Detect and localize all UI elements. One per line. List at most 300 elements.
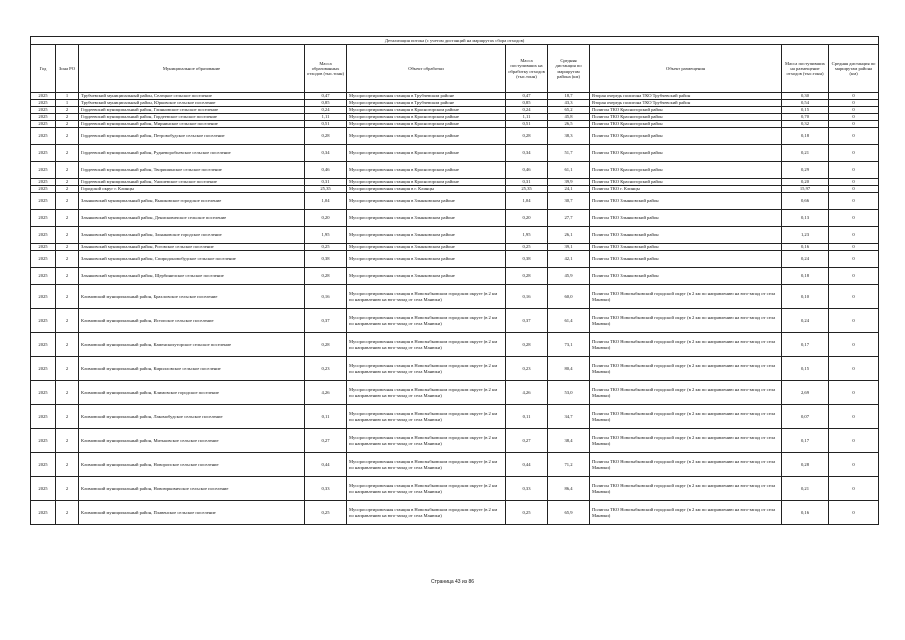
header-municipality: Муниципальное образование bbox=[79, 45, 305, 93]
cell-mass-processing: 1,04 bbox=[506, 193, 548, 210]
cell-mass-placement: 0,21 bbox=[782, 145, 829, 162]
cell-placement-object: Полигон ТКО Злынковский район bbox=[590, 210, 782, 227]
header-year: Год bbox=[31, 45, 56, 93]
cell-mass-generated: 0,28 bbox=[305, 333, 347, 357]
cell-avg-distance-processing: 42,1 bbox=[548, 251, 590, 268]
cell-mass-generated: 0,51 bbox=[305, 121, 347, 128]
cell-municipality: Климовский муниципальный район, Климовское городское поселение bbox=[79, 381, 305, 405]
cell-mass-processing: 0,28 bbox=[506, 333, 548, 357]
table-row bbox=[31, 162, 879, 179]
cell-mass-generated: 0,37 bbox=[305, 309, 347, 333]
cell-year: 2025 bbox=[31, 107, 56, 114]
cell-mass-placement: 15,97 bbox=[782, 186, 829, 193]
cell-processing-object: Мусоросортировочная станция в Трубчевском районе bbox=[347, 93, 506, 100]
cell-municipality: Климовский муниципальный район, Кирилловское сельское поселение bbox=[79, 357, 305, 381]
cell-mass-placement: 0,18 bbox=[782, 268, 829, 285]
cell-zone: 2 bbox=[56, 429, 79, 453]
table-row bbox=[31, 251, 879, 268]
cell-avg-distance-processing: 18,7 bbox=[548, 93, 590, 100]
cell-year: 2025 bbox=[31, 210, 56, 227]
cell-avg-distance-processing: 26,1 bbox=[548, 227, 590, 244]
cell-processing-object: Мусоросортировочная станция в Злынковском районе bbox=[347, 227, 506, 244]
cell-mass-placement: 0,16 bbox=[782, 501, 829, 525]
cell-mass-generated: 0,28 bbox=[305, 268, 347, 285]
table-row bbox=[31, 453, 879, 477]
cell-avg-distance-processing: 45,8 bbox=[548, 114, 590, 121]
cell-placement-object: Полигон ТКО Новозыбковский городской округ (в 2 км по направлению на юго-запад от села Манюки) bbox=[590, 477, 782, 501]
cell-mass-processing: 0,25 bbox=[506, 244, 548, 251]
cell-year: 2025 bbox=[31, 477, 56, 501]
cell-year: 2025 bbox=[31, 179, 56, 186]
cell-municipality: Злынковский муниципальный район, Денисковичское сельское поселение bbox=[79, 210, 305, 227]
cell-mass-generated: 0,23 bbox=[305, 357, 347, 381]
cell-year: 2025 bbox=[31, 405, 56, 429]
table-row bbox=[31, 107, 879, 114]
cell-placement-object: Полигон ТКО Новозыбковский городской округ (в 2 км по направлению на юго-запад от села Манюки) bbox=[590, 429, 782, 453]
cell-mass-placement: 0,17 bbox=[782, 333, 829, 357]
cell-mass-placement: 0,30 bbox=[782, 93, 829, 100]
table-row bbox=[31, 285, 879, 309]
cell-processing-object: Мусоросортировочная станция в Новозыбковском городском округе (в 2 км по направлению на юго-запад от села Манюки) bbox=[347, 429, 506, 453]
cell-year: 2025 bbox=[31, 429, 56, 453]
cell-processing-object: Мусоросортировочная станция в Злынковском районе bbox=[347, 193, 506, 210]
cell-mass-processing: 0,11 bbox=[506, 405, 548, 429]
cell-zone: 2 bbox=[56, 477, 79, 501]
table-body bbox=[31, 93, 879, 525]
cell-year: 2025 bbox=[31, 145, 56, 162]
cell-avg-distance-placement: 0 bbox=[829, 162, 879, 179]
cell-processing-object: Мусоросортировочная станция в Новозыбковском городском округе (в 2 км по направлению на юго-запад от села Манюки) bbox=[347, 285, 506, 309]
cell-mass-placement: 0,66 bbox=[782, 193, 829, 210]
cell-mass-generated: 0,47 bbox=[305, 93, 347, 100]
cell-mass-processing: 0,27 bbox=[506, 429, 548, 453]
cell-mass-processing: 4,26 bbox=[506, 381, 548, 405]
waste-flow-table bbox=[30, 36, 879, 525]
cell-mass-processing: 0,20 bbox=[506, 210, 548, 227]
cell-mass-generated: 25,35 bbox=[305, 186, 347, 193]
cell-municipality: Гордеевский муниципальный район, Глинновское сельское поселение bbox=[79, 107, 305, 114]
cell-mass-placement: 0,21 bbox=[782, 477, 829, 501]
cell-mass-processing: 0,85 bbox=[506, 100, 548, 107]
cell-processing-object: Мусоросортировочная станция в Злынковском районе bbox=[347, 268, 506, 285]
header-avg-distance-placement: Средняя дистанция по маршрутам района (км) bbox=[829, 45, 879, 93]
table-row bbox=[31, 128, 879, 145]
cell-year: 2025 bbox=[31, 501, 56, 525]
cell-avg-distance-placement: 0 bbox=[829, 285, 879, 309]
cell-placement-object: Полигон ТКО Красногорский район bbox=[590, 128, 782, 145]
cell-mass-processing: 0,46 bbox=[506, 162, 548, 179]
cell-avg-distance-processing: 26,5 bbox=[548, 121, 590, 128]
cell-mass-generated: 0,46 bbox=[305, 162, 347, 179]
cell-mass-placement: 0,29 bbox=[782, 162, 829, 179]
cell-mass-processing: 0,33 bbox=[506, 477, 548, 501]
cell-municipality: Климовский муниципальный район, Каменскохуторское сельское поселение bbox=[79, 333, 305, 357]
cell-avg-distance-processing: 80,4 bbox=[548, 357, 590, 381]
cell-mass-placement: 0,18 bbox=[782, 128, 829, 145]
cell-year: 2025 bbox=[31, 227, 56, 244]
table-row bbox=[31, 405, 879, 429]
cell-mass-generated: 4,26 bbox=[305, 381, 347, 405]
cell-avg-distance-processing: 51,7 bbox=[548, 145, 590, 162]
cell-avg-distance-placement: 0 bbox=[829, 114, 879, 121]
cell-year: 2025 bbox=[31, 193, 56, 210]
cell-processing-object: Мусоросортировочная станция в Красногорском районе bbox=[347, 162, 506, 179]
table-row bbox=[31, 501, 879, 525]
cell-placement-object: Полигон ТКО Новозыбковский городской округ (в 2 км по направлению на юго-запад от села Манюки) bbox=[590, 309, 782, 333]
cell-avg-distance-processing: 53,0 bbox=[548, 381, 590, 405]
cell-zone: 2 bbox=[56, 210, 79, 227]
cell-municipality: Трубчевский муниципальный район, Юрковское сельское поселение bbox=[79, 100, 305, 107]
header-zone: Зона РО bbox=[56, 45, 79, 93]
table-row bbox=[31, 93, 879, 100]
cell-zone: 2 bbox=[56, 186, 79, 193]
table-row bbox=[31, 193, 879, 210]
cell-mass-generated: 0,38 bbox=[305, 251, 347, 268]
cell-zone: 2 bbox=[56, 453, 79, 477]
cell-avg-distance-placement: 0 bbox=[829, 501, 879, 525]
cell-avg-distance-processing: 65,2 bbox=[548, 107, 590, 114]
cell-processing-object: Мусоросортировочная станция в Красногорском районе bbox=[347, 114, 506, 121]
cell-processing-object: Мусоросортировочная станция в Красногорском районе bbox=[347, 145, 506, 162]
cell-processing-object: Мусоросортировочная станция в Красногорском районе bbox=[347, 107, 506, 114]
cell-placement-object: Полигон ТКО Злынковский район bbox=[590, 193, 782, 210]
cell-mass-generated: 0,25 bbox=[305, 501, 347, 525]
cell-avg-distance-processing: 43,3 bbox=[548, 100, 590, 107]
cell-placement-object: Вторая очередь полигона ТКО Трубчевский район bbox=[590, 93, 782, 100]
cell-year: 2025 bbox=[31, 357, 56, 381]
cell-zone: 2 bbox=[56, 179, 79, 186]
cell-municipality: Злынковский муниципальный район, Вышковское городское поселение bbox=[79, 193, 305, 210]
cell-mass-placement: 0,24 bbox=[782, 251, 829, 268]
cell-mass-placement: 0,28 bbox=[782, 453, 829, 477]
cell-avg-distance-processing: 65,9 bbox=[548, 501, 590, 525]
table-row bbox=[31, 179, 879, 186]
cell-processing-object: Мусоросортировочная станция в Трубчевском районе bbox=[347, 100, 506, 107]
cell-mass-placement: 0,70 bbox=[782, 114, 829, 121]
cell-avg-distance-placement: 0 bbox=[829, 268, 879, 285]
cell-year: 2025 bbox=[31, 244, 56, 251]
cell-mass-generated: 0,33 bbox=[305, 477, 347, 501]
table-banner: Детализация потока (с учетом дистанций на маршрутах сбора отходов) bbox=[31, 37, 879, 45]
cell-mass-processing: 25,35 bbox=[506, 186, 548, 193]
cell-avg-distance-processing: 39,1 bbox=[548, 244, 590, 251]
cell-placement-object: Полигон ТКО Злынковский район bbox=[590, 251, 782, 268]
cell-processing-object: Мусоросортировочная станция в г. Клинцы bbox=[347, 186, 506, 193]
cell-zone: 2 bbox=[56, 121, 79, 128]
cell-processing-object: Мусоросортировочная станция в Новозыбковском городском округе (в 2 км по направлению на юго-запад от села Манюки) bbox=[347, 381, 506, 405]
cell-mass-placement: 0,17 bbox=[782, 429, 829, 453]
cell-mass-processing: 1,95 bbox=[506, 227, 548, 244]
cell-avg-distance-placement: 0 bbox=[829, 100, 879, 107]
cell-year: 2025 bbox=[31, 453, 56, 477]
cell-processing-object: Мусоросортировочная станция в Новозыбковском городском округе (в 2 км по направлению на юго-запад от села Манюки) bbox=[347, 453, 506, 477]
cell-mass-processing: 0,16 bbox=[506, 285, 548, 309]
cell-municipality: Злынковский муниципальный район, Роговское сельское поселение bbox=[79, 244, 305, 251]
cell-year: 2025 bbox=[31, 186, 56, 193]
cell-mass-processing: 0,28 bbox=[506, 128, 548, 145]
cell-mass-placement: 2,69 bbox=[782, 381, 829, 405]
cell-zone: 2 bbox=[56, 251, 79, 268]
cell-processing-object: Мусоросортировочная станция в Красногорском районе bbox=[347, 179, 506, 186]
table-row bbox=[31, 333, 879, 357]
cell-municipality: Гордеевский муниципальный район, Гордеевское сельское поселение bbox=[79, 114, 305, 121]
cell-avg-distance-processing: 86,4 bbox=[548, 477, 590, 501]
cell-processing-object: Мусоросортировочная станция в Красногорском районе bbox=[347, 128, 506, 145]
cell-mass-processing: 0,24 bbox=[506, 107, 548, 114]
cell-mass-generated: 1,04 bbox=[305, 193, 347, 210]
cell-municipality: Злынковский муниципальный район, Спиридоновобудское сельское поселение bbox=[79, 251, 305, 268]
cell-municipality: Климовский муниципальный район, Брахловское сельское поселение bbox=[79, 285, 305, 309]
table-row bbox=[31, 429, 879, 453]
cell-mass-placement: 0,54 bbox=[782, 100, 829, 107]
cell-mass-generated: 0,34 bbox=[305, 145, 347, 162]
cell-avg-distance-placement: 0 bbox=[829, 179, 879, 186]
cell-avg-distance-processing: 45,9 bbox=[548, 268, 590, 285]
cell-zone: 2 bbox=[56, 114, 79, 121]
cell-avg-distance-processing: 71,2 bbox=[548, 453, 590, 477]
cell-avg-distance-processing: 61,1 bbox=[548, 162, 590, 179]
cell-municipality: Климовский муниципальный район, Лакомобудское сельское поселение bbox=[79, 405, 305, 429]
cell-zone: 2 bbox=[56, 405, 79, 429]
cell-municipality: Злынковский муниципальный район, Щербиничское сельское поселение bbox=[79, 268, 305, 285]
cell-avg-distance-placement: 0 bbox=[829, 193, 879, 210]
table-row bbox=[31, 477, 879, 501]
cell-mass-placement: 1,23 bbox=[782, 227, 829, 244]
cell-avg-distance-placement: 0 bbox=[829, 453, 879, 477]
cell-municipality: Климовский муниципальный район, Плавенское сельское поселение bbox=[79, 501, 305, 525]
cell-mass-generated: 0,20 bbox=[305, 210, 347, 227]
cell-mass-placement: 0,15 bbox=[782, 107, 829, 114]
cell-avg-distance-placement: 0 bbox=[829, 429, 879, 453]
cell-placement-object: Полигон ТКО Новозыбковский городской округ (в 2 км по направлению на юго-запад от села Манюки) bbox=[590, 501, 782, 525]
cell-zone: 2 bbox=[56, 162, 79, 179]
cell-avg-distance-placement: 0 bbox=[829, 227, 879, 244]
cell-avg-distance-processing: 73,1 bbox=[548, 333, 590, 357]
cell-mass-processing: 0,37 bbox=[506, 309, 548, 333]
cell-avg-distance-processing: 34,7 bbox=[548, 405, 590, 429]
cell-mass-placement: 0,16 bbox=[782, 244, 829, 251]
header-processing-object: Объект обработки bbox=[347, 45, 506, 93]
header-mass-processing: Масса поступивших на обработку отходов (тыс.тонн) bbox=[506, 45, 548, 93]
table-row bbox=[31, 186, 879, 193]
cell-mass-processing: 0,28 bbox=[506, 268, 548, 285]
cell-mass-generated: 1,11 bbox=[305, 114, 347, 121]
cell-avg-distance-processing: 30,7 bbox=[548, 193, 590, 210]
cell-year: 2025 bbox=[31, 309, 56, 333]
cell-avg-distance-processing: 38,3 bbox=[548, 128, 590, 145]
cell-mass-processing: 0,44 bbox=[506, 453, 548, 477]
cell-zone: 2 bbox=[56, 501, 79, 525]
cell-mass-placement: 0,20 bbox=[782, 179, 829, 186]
cell-municipality: Злынковский муниципальный район, Злынковское городское поселение bbox=[79, 227, 305, 244]
cell-avg-distance-placement: 0 bbox=[829, 128, 879, 145]
header-placement-object: Объект размещения bbox=[590, 45, 782, 93]
cell-avg-distance-placement: 0 bbox=[829, 121, 879, 128]
table-row bbox=[31, 381, 879, 405]
cell-avg-distance-processing: 61,4 bbox=[548, 309, 590, 333]
cell-municipality: Климовский муниципальный район, Митьковское сельское поселение bbox=[79, 429, 305, 453]
cell-processing-object: Мусоросортировочная станция в Злынковском районе bbox=[347, 251, 506, 268]
cell-zone: 2 bbox=[56, 107, 79, 114]
cell-avg-distance-placement: 0 bbox=[829, 405, 879, 429]
cell-avg-distance-placement: 0 bbox=[829, 477, 879, 501]
cell-zone: 2 bbox=[56, 244, 79, 251]
cell-placement-object: Полигон ТКО Новозыбковский городской округ (в 2 км по направлению на юго-запад от села Манюки) bbox=[590, 381, 782, 405]
cell-processing-object: Мусоросортировочная станция в Новозыбковском городском округе (в 2 км по направлению на юго-запад от села Манюки) bbox=[347, 477, 506, 501]
table-row bbox=[31, 145, 879, 162]
table-row bbox=[31, 244, 879, 251]
cell-year: 2025 bbox=[31, 268, 56, 285]
cell-avg-distance-placement: 0 bbox=[829, 186, 879, 193]
cell-mass-generated: 0,24 bbox=[305, 107, 347, 114]
cell-placement-object: Полигон ТКО Новозыбковский городской округ (в 2 км по направлению на юго-запад от села Манюки) bbox=[590, 333, 782, 357]
cell-mass-processing: 0,47 bbox=[506, 93, 548, 100]
cell-year: 2025 bbox=[31, 128, 56, 145]
cell-avg-distance-placement: 0 bbox=[829, 381, 879, 405]
cell-placement-object: Полигон ТКО Красногорский район bbox=[590, 114, 782, 121]
cell-year: 2025 bbox=[31, 381, 56, 405]
cell-mass-placement: 0,13 bbox=[782, 210, 829, 227]
table-row bbox=[31, 114, 879, 121]
cell-avg-distance-placement: 0 bbox=[829, 210, 879, 227]
cell-processing-object: Мусоросортировочная станция в Новозыбковском городском округе (в 2 км по направлению на юго-запад от села Манюки) bbox=[347, 357, 506, 381]
cell-placement-object: Вторая очередь полигона ТКО Трубчевский район bbox=[590, 100, 782, 107]
cell-mass-processing: 0,31 bbox=[506, 179, 548, 186]
cell-placement-object: Полигон ТКО Новозыбковский городской округ (в 2 км по направлению на юго-запад от села Манюки) bbox=[590, 357, 782, 381]
cell-avg-distance-placement: 0 bbox=[829, 251, 879, 268]
cell-mass-generated: 0,25 bbox=[305, 244, 347, 251]
cell-placement-object: Полигон ТКО Новозыбковский городской округ (в 2 км по направлению на юго-запад от села Манюки) bbox=[590, 453, 782, 477]
cell-year: 2025 bbox=[31, 162, 56, 179]
cell-zone: 2 bbox=[56, 128, 79, 145]
table-row bbox=[31, 100, 879, 107]
cell-zone: 2 bbox=[56, 145, 79, 162]
cell-placement-object: Полигон ТКО Новозыбковский городской округ (в 2 км по направлению на юго-запад от села Манюки) bbox=[590, 405, 782, 429]
cell-municipality: Трубчевский муниципальный район, Селецкое сельское поселение bbox=[79, 93, 305, 100]
cell-municipality: Городской округ г. Клинцы bbox=[79, 186, 305, 193]
cell-processing-object: Мусоросортировочная станция в Новозыбковском городском округе (в 2 км по направлению на юго-запад от села Манюки) bbox=[347, 309, 506, 333]
cell-year: 2025 bbox=[31, 121, 56, 128]
cell-placement-object: Полигон ТКО Злынковский район bbox=[590, 268, 782, 285]
cell-placement-object: Полигон ТКО Новозыбковский городской округ (в 2 км по направлению на юго-запад от села Манюки) bbox=[590, 285, 782, 309]
cell-placement-object: Полигон ТКО Злынковский район bbox=[590, 227, 782, 244]
cell-mass-processing: 0,23 bbox=[506, 357, 548, 381]
cell-mass-processing: 0,25 bbox=[506, 501, 548, 525]
cell-mass-generated: 0,11 bbox=[305, 405, 347, 429]
cell-zone: 1 bbox=[56, 100, 79, 107]
cell-avg-distance-processing: 24,1 bbox=[548, 186, 590, 193]
cell-zone: 2 bbox=[56, 285, 79, 309]
cell-mass-placement: 0,15 bbox=[782, 357, 829, 381]
cell-municipality: Климовский муниципальный район, Новоюрковичское сельское поселение bbox=[79, 477, 305, 501]
cell-processing-object: Мусоросортировочная станция в Злынковском районе bbox=[347, 244, 506, 251]
cell-mass-processing: 1,11 bbox=[506, 114, 548, 121]
cell-mass-placement: 0,10 bbox=[782, 285, 829, 309]
cell-municipality: Климовский муниципальный район, Истопское сельское поселение bbox=[79, 309, 305, 333]
table-row bbox=[31, 268, 879, 285]
cell-avg-distance-processing: 27,7 bbox=[548, 210, 590, 227]
cell-zone: 2 bbox=[56, 381, 79, 405]
cell-year: 2025 bbox=[31, 333, 56, 357]
cell-placement-object: Полигон ТКО Красногорский район bbox=[590, 121, 782, 128]
cell-processing-object: Мусоросортировочная станция в Новозыбковском городском округе (в 2 км по направлению на юго-запад от села Манюки) bbox=[347, 501, 506, 525]
cell-avg-distance-placement: 0 bbox=[829, 333, 879, 357]
cell-zone: 2 bbox=[56, 193, 79, 210]
cell-placement-object: Полигон ТКО Красногорский район bbox=[590, 145, 782, 162]
cell-placement-object: Полигон ТКО Красногорский район bbox=[590, 162, 782, 179]
cell-avg-distance-placement: 0 bbox=[829, 244, 879, 251]
cell-avg-distance-placement: 0 bbox=[829, 309, 879, 333]
cell-year: 2025 bbox=[31, 93, 56, 100]
cell-placement-object: Полигон ТКО г. Клинцы bbox=[590, 186, 782, 193]
table-row bbox=[31, 210, 879, 227]
cell-mass-processing: 0,38 bbox=[506, 251, 548, 268]
cell-processing-object: Мусоросортировочная станция в Злынковском районе bbox=[347, 210, 506, 227]
cell-processing-object: Мусоросортировочная станция в Красногорском районе bbox=[347, 121, 506, 128]
cell-zone: 2 bbox=[56, 227, 79, 244]
cell-mass-placement: 0,07 bbox=[782, 405, 829, 429]
cell-municipality: Гордеевский муниципальный район, Мирнинское сельское поселение bbox=[79, 121, 305, 128]
cell-municipality: Гордеевский муниципальный район, Уношевское сельское поселение bbox=[79, 179, 305, 186]
table-row bbox=[31, 357, 879, 381]
cell-mass-placement: 0,32 bbox=[782, 121, 829, 128]
header-avg-distance-processing: Средняя дистанция по маршрутам района (км) bbox=[548, 45, 590, 93]
cell-mass-generated: 1,95 bbox=[305, 227, 347, 244]
cell-zone: 2 bbox=[56, 268, 79, 285]
cell-municipality: Гордеевский муниципальный район, Петровобудское сельское поселение bbox=[79, 128, 305, 145]
cell-year: 2025 bbox=[31, 251, 56, 268]
table-row bbox=[31, 121, 879, 128]
cell-mass-processing: 0,51 bbox=[506, 121, 548, 128]
cell-placement-object: Полигон ТКО Красногорский район bbox=[590, 107, 782, 114]
cell-mass-placement: 0,24 bbox=[782, 309, 829, 333]
table-row bbox=[31, 227, 879, 244]
cell-mass-generated: 0,85 bbox=[305, 100, 347, 107]
cell-zone: 1 bbox=[56, 93, 79, 100]
cell-municipality: Гордеевский муниципальный район, Творишинское сельское поселение bbox=[79, 162, 305, 179]
cell-placement-object: Полигон ТКО Злынковский район bbox=[590, 244, 782, 251]
cell-avg-distance-placement: 0 bbox=[829, 93, 879, 100]
cell-avg-distance-placement: 0 bbox=[829, 357, 879, 381]
cell-avg-distance-placement: 0 bbox=[829, 107, 879, 114]
cell-avg-distance-processing: 39,9 bbox=[548, 179, 590, 186]
cell-year: 2025 bbox=[31, 100, 56, 107]
cell-year: 2025 bbox=[31, 285, 56, 309]
table-row bbox=[31, 309, 879, 333]
cell-mass-generated: 0,31 bbox=[305, 179, 347, 186]
cell-year: 2025 bbox=[31, 114, 56, 121]
header-mass-placement: Масса поступивших на размещение отходов (тыс.тонн) bbox=[782, 45, 829, 93]
page-number: Страница 43 из 86 bbox=[430, 579, 475, 585]
cell-zone: 2 bbox=[56, 357, 79, 381]
cell-avg-distance-placement: 0 bbox=[829, 145, 879, 162]
header-mass-generated: Масса образованных отходов (тыс.тонн) bbox=[305, 45, 347, 93]
cell-placement-object: Полигон ТКО Красногорский район bbox=[590, 179, 782, 186]
cell-processing-object: Мусоросортировочная станция в Новозыбковском городском округе (в 2 км по направлению на юго-запад от села Манюки) bbox=[347, 333, 506, 357]
cell-mass-generated: 0,27 bbox=[305, 429, 347, 453]
cell-zone: 2 bbox=[56, 333, 79, 357]
cell-municipality: Климовский муниципальный район, Новоропское сельское поселение bbox=[79, 453, 305, 477]
cell-mass-generated: 0,44 bbox=[305, 453, 347, 477]
cell-avg-distance-processing: 38,4 bbox=[548, 429, 590, 453]
cell-avg-distance-processing: 60,0 bbox=[548, 285, 590, 309]
cell-zone: 2 bbox=[56, 309, 79, 333]
cell-mass-generated: 0,16 bbox=[305, 285, 347, 309]
cell-processing-object: Мусоросортировочная станция в Новозыбковском городском округе (в 2 км по направлению на юго-запад от села Манюки) bbox=[347, 405, 506, 429]
cell-mass-generated: 0,28 bbox=[305, 128, 347, 145]
cell-municipality: Гордеевский муниципальный район, Рудневоробьевское сельское поселение bbox=[79, 145, 305, 162]
cell-mass-processing: 0,34 bbox=[506, 145, 548, 162]
